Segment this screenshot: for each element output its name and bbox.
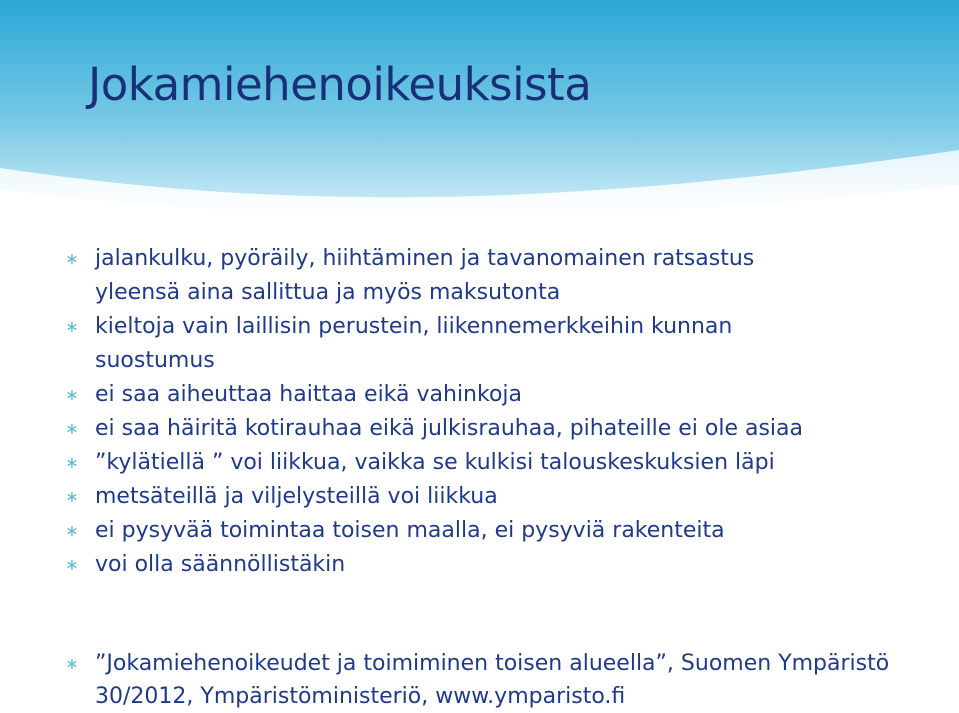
list-item-text: ei saa häiritä kotirauhaa eikä julkisrauhaa, pihateille ei ole asiaa (95, 416, 803, 441)
list-item-text: suostumus (95, 348, 215, 373)
list-item-text: voi olla säännöllistäkin (95, 552, 346, 577)
list-item (62, 647, 952, 713)
list-item (62, 480, 952, 514)
list-item (62, 446, 952, 480)
bullet-asterisk-icon: ∗ (65, 453, 79, 472)
list-item-text: yleensä aina sallittua ja myös maksutonta (95, 280, 561, 305)
slide-title: Jokamiehenoikeuksista (88, 58, 592, 111)
list-item (62, 548, 952, 582)
bullet-asterisk-icon: ∗ (65, 654, 79, 673)
list-item-text: ei pysyvää toimintaa toisen maalla, ei pysyviä rakenteita (95, 518, 725, 543)
bullet-list (62, 242, 952, 582)
list-item-text: 30/2012, Ympäristöministeriö, www.ymparisto.fi (95, 684, 626, 709)
list-item-text: jalankulku, pyöräily, hiihtäminen ja tavanomainen ratsastus (95, 246, 755, 271)
list-item (62, 310, 952, 378)
list-item-text: ”Jokamiehenoikeudet ja toimiminen toisen alueella”, Suomen Ympäristö (95, 651, 890, 676)
bullet-asterisk-icon: ∗ (65, 555, 79, 574)
list-item-text: kieltoja vain laillisin perustein, liikennemerkkeihin kunnan (95, 314, 733, 339)
list-item (62, 378, 952, 412)
list-item-text: metsäteillä ja viljelysteillä voi liikkua (95, 484, 498, 509)
bullet-asterisk-icon: ∗ (65, 317, 79, 336)
list-item-text: ei saa aiheuttaa haittaa eikä vahinkoja (95, 382, 523, 407)
header-background (0, 0, 959, 230)
list-item-text: ”kylätiellä ” voi liikkua, vaikka se kulkisi talouskeskuksien läpi (95, 450, 775, 475)
list-item (62, 514, 952, 548)
bullet-asterisk-icon: ∗ (65, 521, 79, 540)
list-item (62, 242, 952, 310)
bullet-asterisk-icon: ∗ (65, 487, 79, 506)
bullet-asterisk-icon: ∗ (65, 385, 79, 404)
reference-note (62, 647, 952, 713)
list-item (62, 412, 952, 446)
bullet-asterisk-icon: ∗ (65, 249, 79, 268)
bullet-asterisk-icon: ∗ (65, 419, 79, 438)
